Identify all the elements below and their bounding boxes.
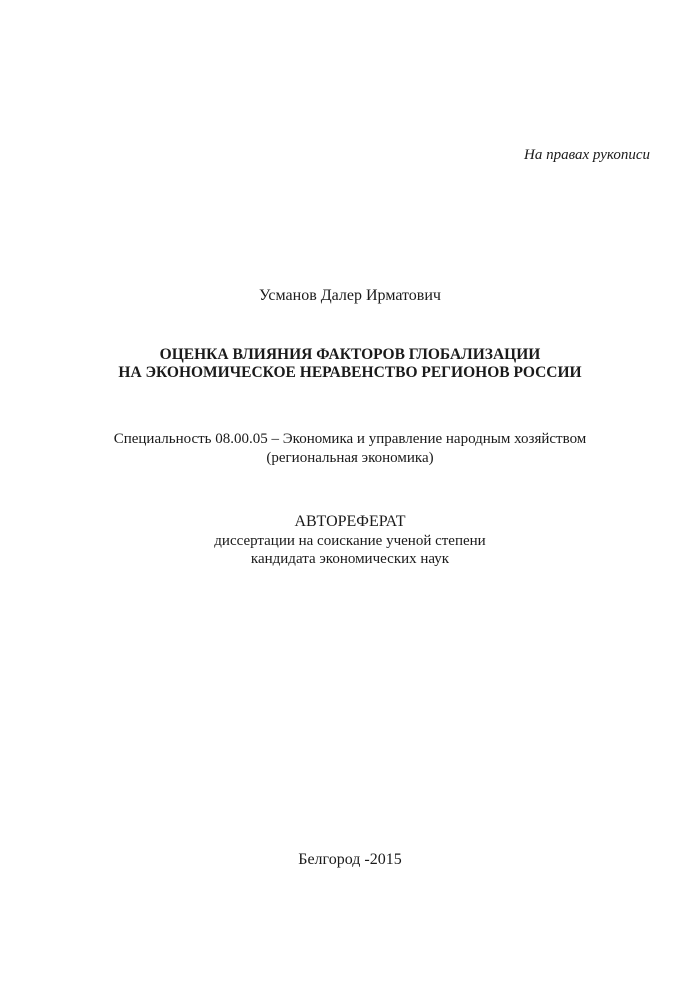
abstract-line-1: диссертации на соискание ученой степени — [214, 533, 486, 549]
specialty-line-1: Специальность 08.00.05 – Экономика и управление народным хозяйством — [113, 431, 587, 447]
dissertation-title — [0, 346, 700, 382]
abstract-line-2: кандидата экономических наук — [250, 551, 450, 567]
title-line-2: НА ЭКОНОМИЧЕСКОЕ НЕРАВЕНСТВО РЕГИОНОВ РОССИИ — [118, 364, 582, 381]
author-name: Усманов Далер Ирматович — [259, 287, 441, 304]
abstract-block — [0, 512, 700, 568]
place-year: Белгород -2015 — [298, 851, 402, 868]
abstract-heading: АВТОРЕФЕРАТ — [294, 513, 406, 530]
rights-note: На правах рукописи — [524, 147, 650, 163]
title-line-1: ОЦЕНКА ВЛИЯНИЯ ФАКТОРОВ ГЛОБАЛИЗАЦИИ — [159, 346, 541, 363]
specialty-line-2: (региональная экономика) — [266, 450, 434, 466]
specialty-block — [0, 430, 700, 468]
